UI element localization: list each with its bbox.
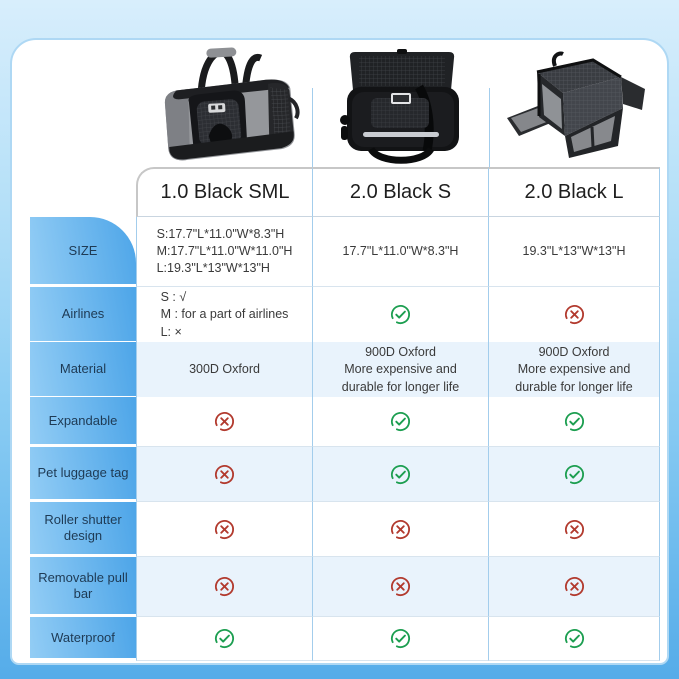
table-cell <box>489 287 660 344</box>
cell-text: S:17.7"L*11.0"W*8.3"H M:17.7"L*11.0"W*11.0"H L:19.3"L*13"W*13"H <box>156 226 293 276</box>
table-row <box>30 287 660 342</box>
table-cell <box>313 502 489 557</box>
circled-x-icon <box>213 575 236 598</box>
table-row <box>30 557 660 617</box>
table-row <box>30 502 660 557</box>
table-cell <box>313 447 489 502</box>
circled-x-icon <box>563 575 586 598</box>
circled-x-icon <box>389 575 412 598</box>
table-cell <box>489 557 660 617</box>
table-row <box>30 342 660 397</box>
gray-duffel-pet-carrier-illustration <box>150 42 300 164</box>
table-cell <box>489 447 660 502</box>
table-cell <box>489 342 660 399</box>
table-cell <box>313 557 489 617</box>
circled-check-icon <box>389 627 412 650</box>
circled-check-icon <box>213 627 236 650</box>
circled-x-icon <box>563 303 586 326</box>
table-cell <box>313 397 489 447</box>
circled-check-icon <box>389 410 412 433</box>
product-title: 2.0 Black S <box>313 167 489 217</box>
table-cell <box>313 617 489 661</box>
product-image <box>150 42 300 169</box>
circled-check-icon <box>563 463 586 486</box>
table-cell <box>489 617 660 661</box>
product-image <box>499 44 651 167</box>
row-label: Removable pull bar <box>30 557 136 617</box>
product-title: 1.0 Black SML <box>136 167 313 217</box>
table-cell <box>136 342 313 399</box>
table-cell <box>489 397 660 447</box>
image-column-divider <box>312 88 313 167</box>
circled-check-icon <box>563 410 586 433</box>
circled-check-icon <box>389 303 412 326</box>
cell-text: 17.7"L*11.0"W*8.3"H <box>342 243 459 258</box>
table-cell <box>489 502 660 557</box>
table-cell <box>489 217 660 287</box>
header-spacer <box>30 167 136 217</box>
table-cell <box>313 342 489 399</box>
row-label: SIZE <box>30 217 136 287</box>
black-duffel-pet-carrier-illustration <box>329 42 473 164</box>
comparison-panel <box>10 38 669 665</box>
cell-text: 900D Oxford More expensive and durable for longer life <box>341 345 460 394</box>
table-cell <box>136 287 313 344</box>
table-row <box>30 217 660 287</box>
table-body <box>30 217 660 661</box>
table-cell <box>136 217 313 287</box>
table-row <box>30 397 660 447</box>
circled-x-icon <box>213 410 236 433</box>
comparison-table <box>30 167 660 661</box>
table-row <box>30 617 660 661</box>
table-cell <box>313 287 489 344</box>
table-cell <box>136 447 313 502</box>
row-label: Roller shutter design <box>30 502 136 557</box>
row-label: Pet luggage tag <box>30 447 136 502</box>
row-label: Expandable <box>30 397 136 447</box>
table-cell <box>136 397 313 447</box>
row-label: Airlines <box>30 287 136 344</box>
cell-text: 19.3"L*13"W*13"H <box>522 243 626 258</box>
table-cell <box>136 617 313 661</box>
cell-text: S : √ M : for a part of airlines L: × <box>160 290 289 339</box>
cell-text: 900D Oxford More expensive and durable for longer life <box>515 345 633 394</box>
image-column-divider <box>489 88 490 167</box>
table-cell <box>136 557 313 617</box>
table-cell <box>313 217 489 287</box>
product-title: 2.0 Black L <box>489 167 660 217</box>
circled-check-icon <box>563 627 586 650</box>
table-header-row <box>30 167 660 217</box>
product-images-row <box>136 42 660 166</box>
circled-x-icon <box>389 518 412 541</box>
circled-x-icon <box>563 518 586 541</box>
product-image <box>329 42 473 169</box>
circled-x-icon <box>213 518 236 541</box>
row-label: Waterproof <box>30 617 136 661</box>
circled-x-icon <box>213 463 236 486</box>
table-cell <box>136 502 313 557</box>
cell-text: 300D Oxford <box>189 362 260 377</box>
row-label: Material <box>30 342 136 399</box>
expanded-pet-carrier-illustration <box>499 44 651 162</box>
circled-check-icon <box>389 463 412 486</box>
table-row <box>30 447 660 502</box>
